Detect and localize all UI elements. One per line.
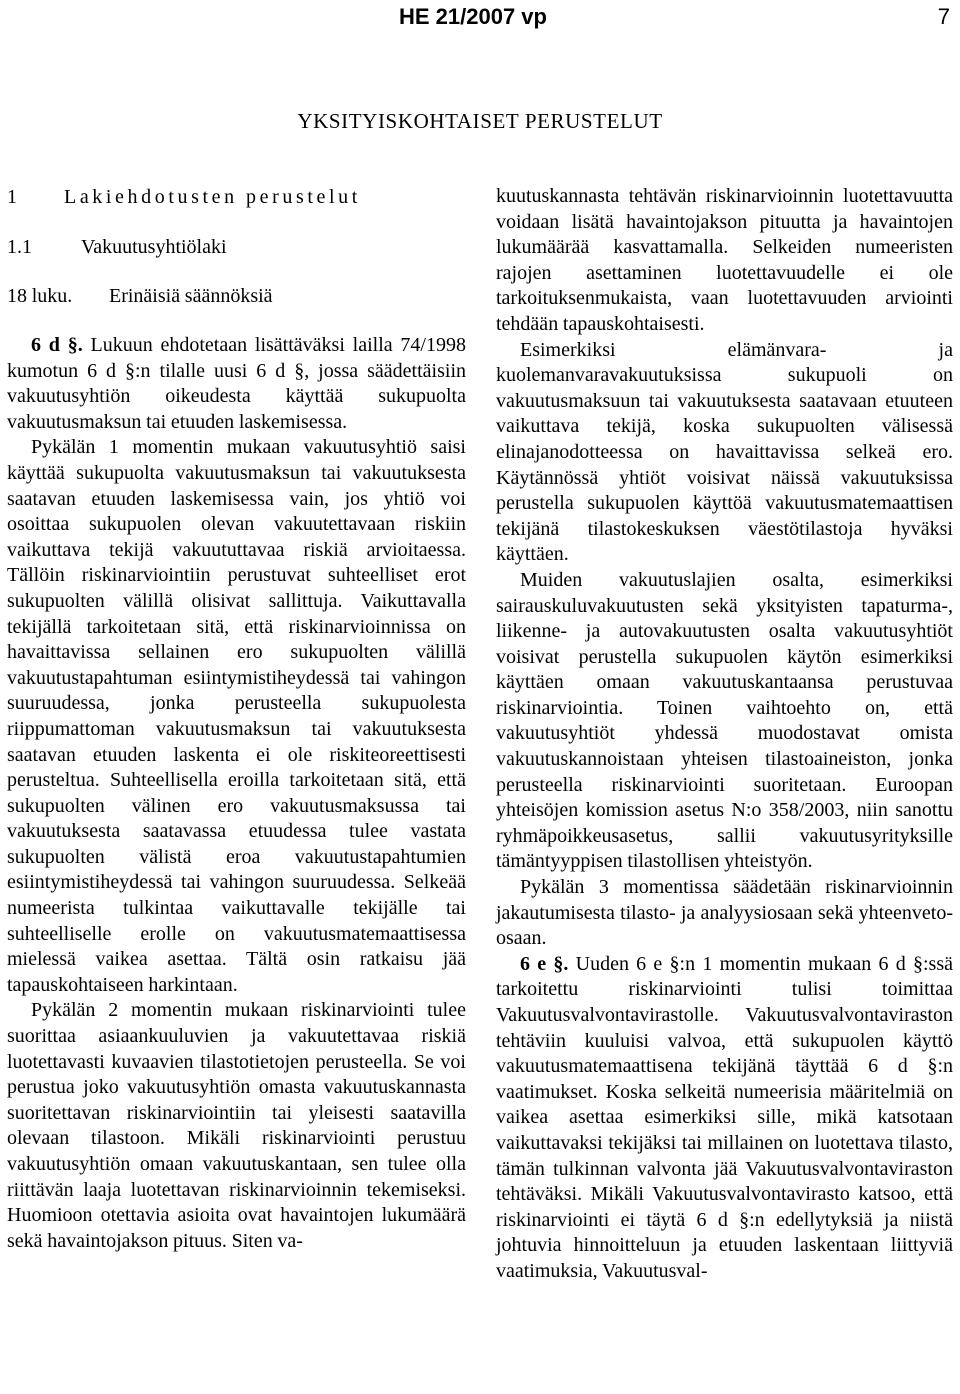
paragraph-moment-3: Pykälän 3 momentissa säädetään riskinarvioinnin jakautumisesta tilasto- ja analyysiosaan sekä yhteenveto-osaan. [496, 876, 953, 950]
paragraph-6d-intro [7, 333, 466, 435]
section-title: YKSITYISKOHTAISET PERUSTELUT [297, 109, 663, 133]
right-column [496, 184, 953, 1285]
chapter-18-heading [7, 283, 466, 309]
chapter-18-title: Erinäisiä säännöksiä [109, 285, 273, 307]
paragraph-6d-text: Lukuun ehdotetaan lisättäväksi lailla 74/1998 kumotun 6 d §:n tilalle uusi 6 d §, jossa säädettäisiin vakuutusyhtiön oikeudesta käyttää sukupuolta vakuutusmaksun tai etuuden laskemisessa. [7, 334, 466, 433]
section-6d-label: 6 d §. [31, 334, 83, 356]
page-number: 7 [937, 4, 950, 29]
law-title: Vakuutusyhtiölaki [81, 236, 227, 258]
paragraph-6e-text: Uuden 6 e §:n 1 momentin mukaan 6 d §:ssä tarkoitettu riskinarviointi tulisi toimittaa Vakuutusvalvontavirastolle. Vakuutusvalvontaviraston tehtäviin kuuluisi valvoa, että sukupuolen käyttö vakuutusmatemaattisena tekijänä täyttää 6 d §:n vaatimukset. Koska selkeitä numeerisia määritelmiä on vaikea asettaa esimerkiksi sille, mikä katsotaan vaikuttavaksi tekijäksi tai millainen on luotettava tilasto, tämän tulkinnan valvonta jää Vakuutusvalvontaviraston tehtäväksi. Mikäli Vakuutusvalvontavirasto katsoo, että riskinarviointi ei täytä 6 d §:n edellytyksiä ja niistä johtuvia hinnoitteluun ja etuuden laskentaan liittyviä vaatimuksia, Vakuutusval- [496, 952, 953, 1282]
section-6e-label: 6 e §. [520, 952, 569, 975]
chapter-number: 1 [7, 186, 18, 208]
paragraph-moment-2: Pykälän 2 momentin mukaan riskinarviointi tulee suorittaa asiaankuuluvien ja vakuutettavaa riskiä luotettavasti kuvaavien tilastotietojen perusteella. Se voi perustua joko vakuutusyhtiön omasta vakuutuskannasta suoritettavan riskinarviointiin tai yleisesti saatavilla olevaan tilastoon. Mikäli riskinarviointi perustuu vakuutusyhtiön omaan vakuutuskantaan, sen tulee olla riittävän laaja luotettavan riskinarvioinnin tekemiseksi. Huomioon otettavia asioita ovat havaintojen lukumäärä sekä havaintojakson pituus. Siten va- [7, 999, 466, 1252]
paragraph-moment-1: Pykälän 1 momentin mukaan vakuutusyhtiö saisi käyttää sukupuolta vakuutusmaksun tai vakuutuksesta saatavan etuuden laskemisessa vain, jos yhtiö voi osoittaa sukupuolen olevan vakuutettavaan riskiin vaikuttava tekijä vakuututtavaa riskiä arvioitaessa. Tällöin riskinarviointiin perustuvat suhteelliset erot sukupuolten välillä olisivat sallittuja. Vaikuttavalla tekijällä tarkoitetaan sitä, että riskinarvioinnissa on havaittavissa sellainen ero sukupuolten välillä vakuutustapahtuman esiintymistiheydessä tai vahingon suuruudessa, jonka perusteella sukupuolesta riippumattoman vakuutusmaksun tai vakuutuksesta saatavan etuuden laskenta ei ole riskiteoreettisesti perusteltua. Suhteellisella eroilla tarkoitetaan sitä, että sukupuolten välinen ero vakuutusmaksussa tai vakuutuksesta saatavassa etuudessa tulee vastata sukupuolten välistä eroa vakuutustapahtumien esiintymistiheydessä tai vahingon suuruudessa. Selkeää numeerista tulkintaa vaikuttavalle tekijälle tai suhteelliselle erolle on vakuutusmatemaattisessa mielessä vaikea asettaa. Tältä osin ratkaisu jää tapauskohtaiseen harkintaan. [7, 436, 466, 996]
paragraph-continuation: kuutuskannasta tehtävän riskinarvioinnin luotettavuutta voidaan lisätä havaintojakson pituutta ja havaintojen lukumäärää kasvattamalla. Selkeiden numeeristen rajojen asettaminen luotettavuudelle ei ole tarkoituksenmukaista, vaan luotettavuuden arviointi tehdään tapauskohtaisesti. [496, 185, 953, 335]
paragraph-example-life: Esimerkiksi elämänvara- ja kuolemanvaravakuutuksissa sukupuoli on vakuutusmaksuun tai vakuutuksesta saatavaan etuuteen vaikuttava tekijä, koska sukupuolten välisessä elinajanodotteessa on havaittavissa selkeä ero. Käytännössä yhtiöt voisivat näissä vakuutuksissa perustella sukupuolen käyttöä vakuutusmatemaattisen tekijänä tilastokeskuksen väestötilastoja hyväksi käyttäen. [496, 338, 953, 566]
law-number: 1.1 [7, 236, 32, 258]
law-heading [7, 234, 466, 260]
left-column [7, 184, 466, 1254]
document-id: HE 21/2007 vp [399, 4, 547, 29]
chapter-18-number: 18 luku. [7, 285, 73, 307]
chapter-title: Lakiehdotusten perustelut [64, 186, 361, 208]
chapter-heading [7, 184, 466, 210]
paragraph-6e [496, 952, 953, 1285]
running-header [0, 3, 960, 33]
paragraph-other-insurance: Muiden vakuutuslajien osalta, esimerkiksi sairauskuluvakuutusten sekä yksityisten tapaturma-, liikenne- ja autovakuutusten osalta vakuutusyhtiöt voisivat perustella sukupuolen käytön esimerkiksi käyttäen omaan vakuutuskantaansa perustuvaa riskinarviointia. Toinen vaihtoehto on, että vakuutusyhtiöt yhdessä muodostavat omista vakuutuskannoistaan yhteisen tilastoaineiston, jonka perusteella riskinarviointi suoritetaan. Euroopan yhteisöjen komission asetus N:o 358/2003, niin sanottu ryhmäpoikkeusasetus, sallii vakuutusyrityksille tämäntyyppisen tilastollisen yhteistyön. [496, 568, 953, 873]
